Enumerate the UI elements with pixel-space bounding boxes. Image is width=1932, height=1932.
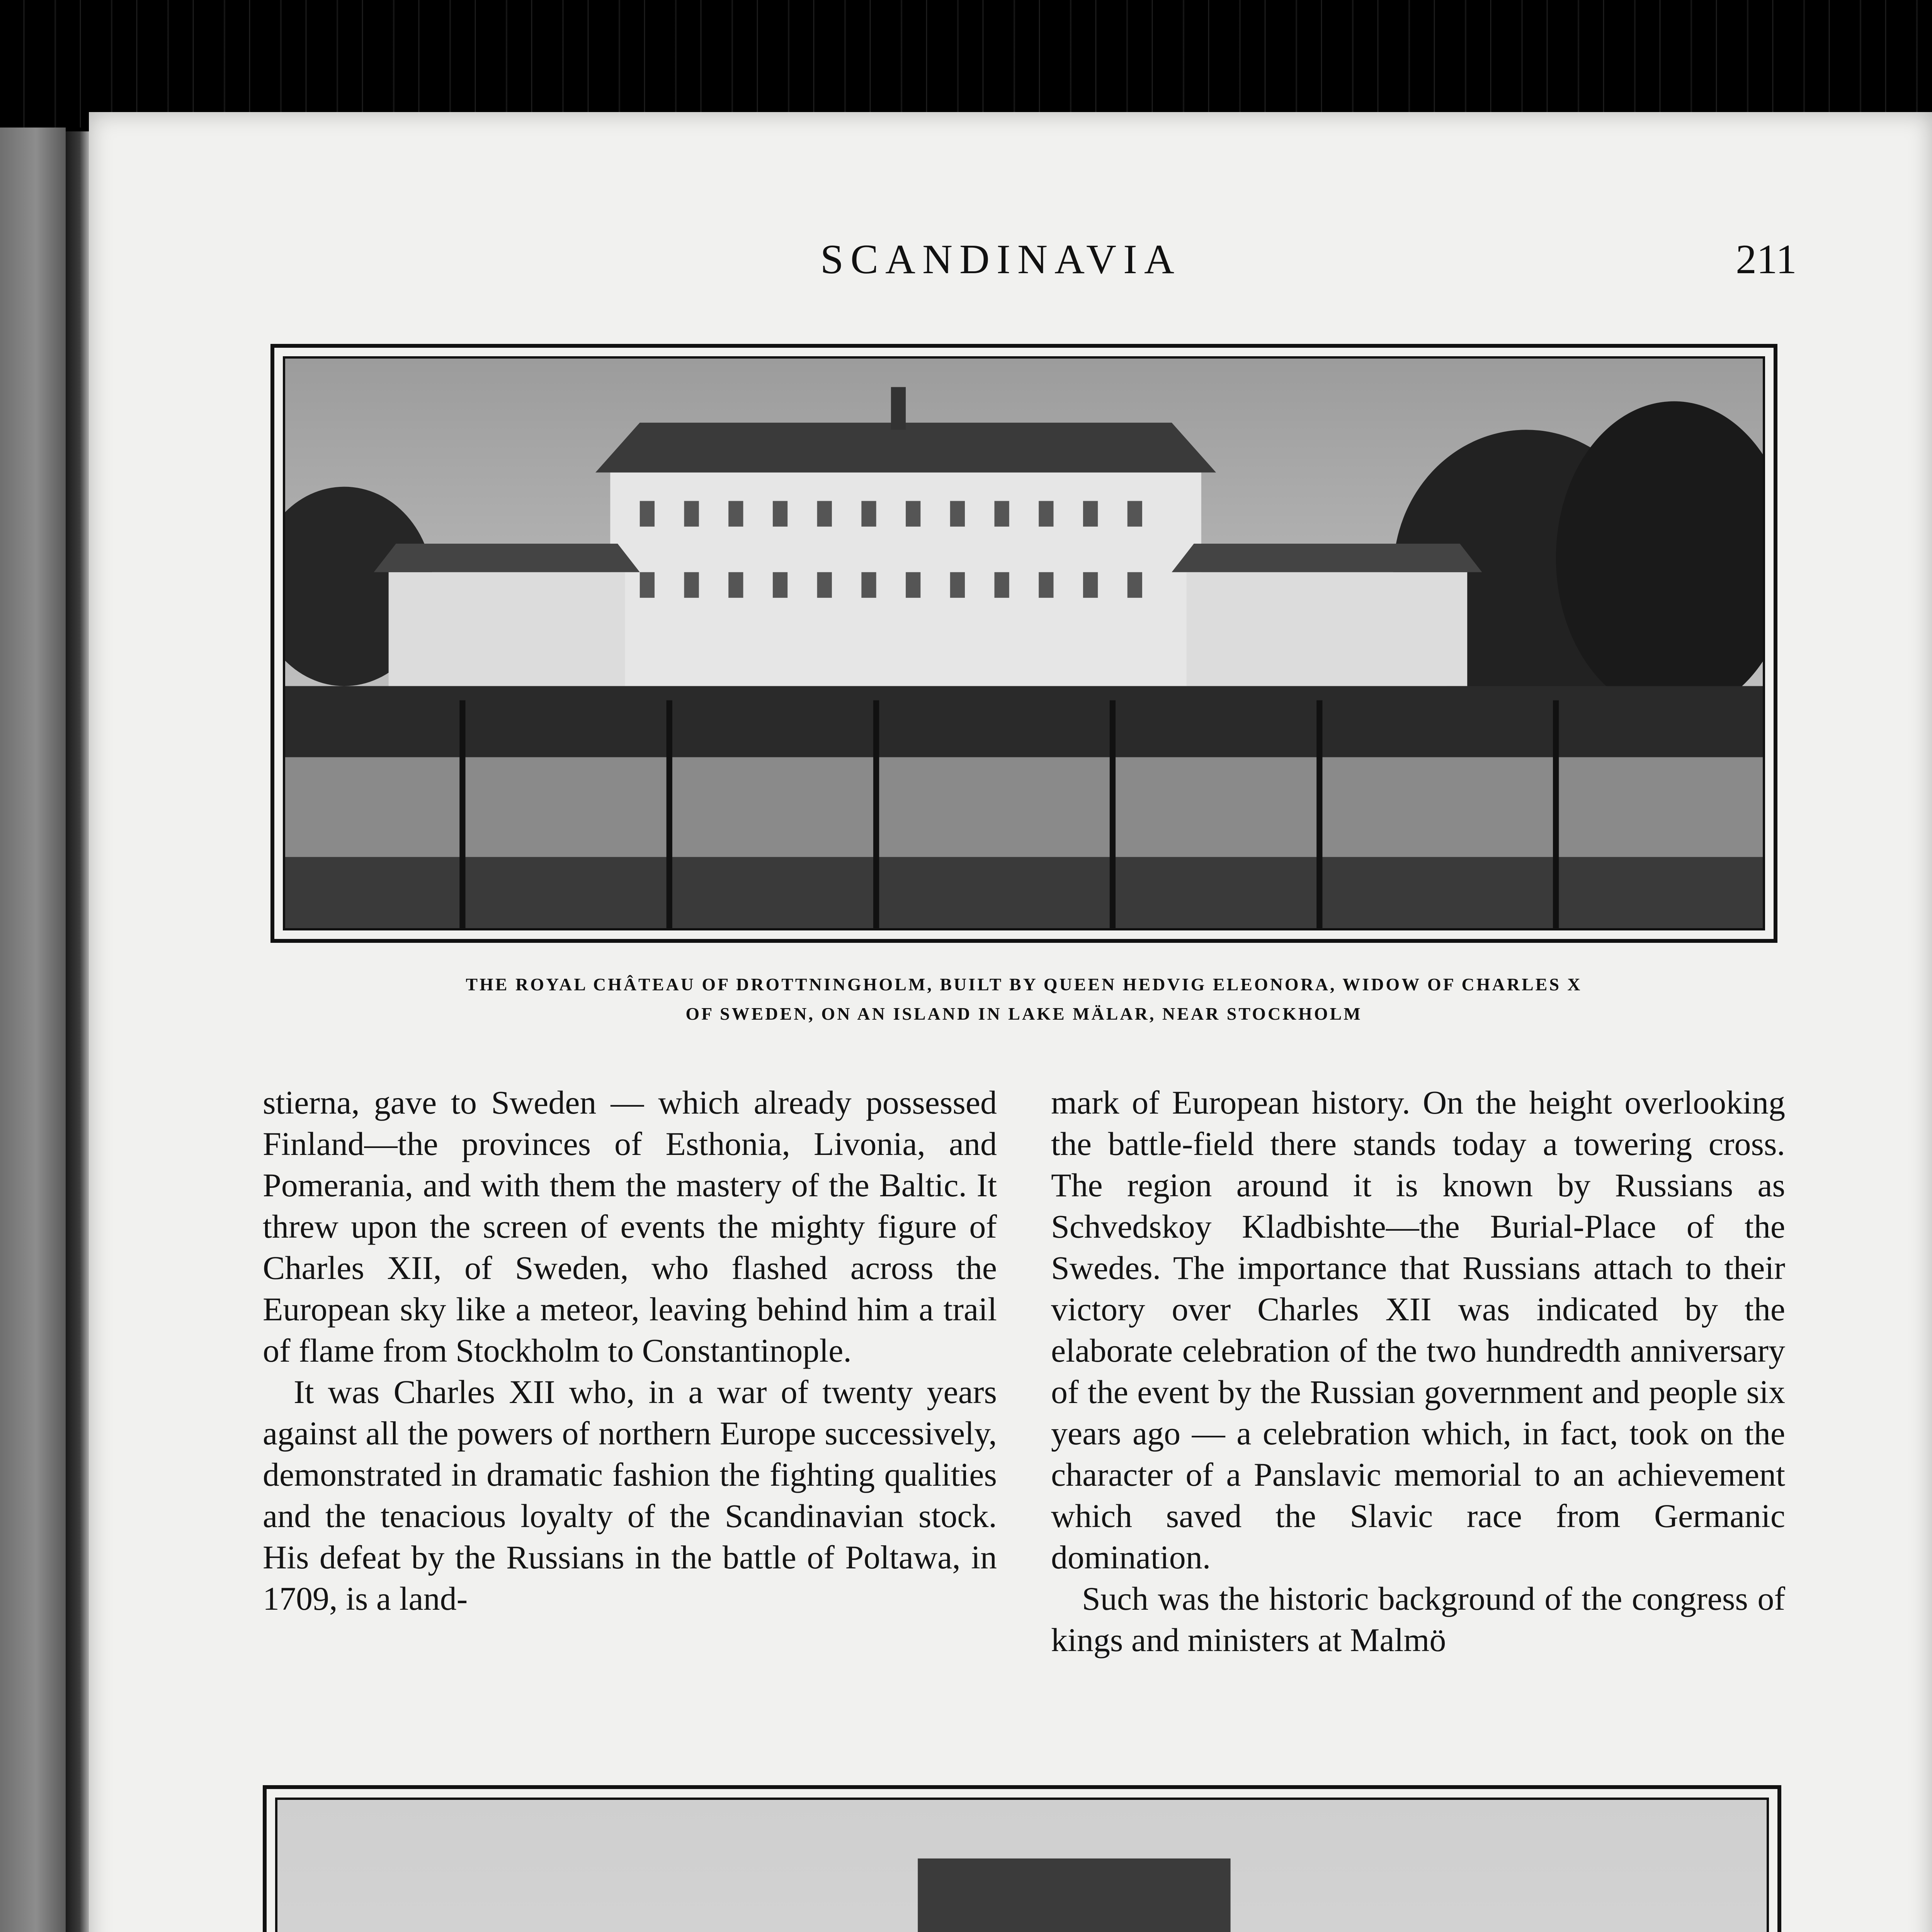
page-number: 211: [1736, 236, 1797, 282]
drottningholm-figure: [270, 344, 1777, 943]
opera-house-figure: [263, 1785, 1781, 1932]
drottningholm-chateau-photo: [283, 356, 1765, 930]
right-text-column: [1051, 1082, 1785, 1661]
caption-line: THE ROYAL CHÂTEAU OF DROTTNINGHOLM, BUILT BY QUEEN HEDVIG ELEONORA, WIDOW OF CHARLES X: [466, 975, 1582, 994]
paragraph: It was Charles XII who, in a war of twenty years against all the powers of northern Europe successively, demonstrated in dramatic fashion the fighting qualities and the tenacious loyalty of the Scandinavian stock. His defeat by the Russians in the battle of Poltawa, in 1709, is a land-: [263, 1373, 997, 1617]
book-gutter: [66, 131, 89, 1932]
caption-line: OF SWEDEN, ON AN ISLAND IN LAKE MÄLAR, NEAR STOCKHOLM: [685, 1004, 1362, 1024]
paragraph: stierna, gave to Sweden — which already possessed Finland—the provinces of Esthonia, Livonia, and Pomerania, and with them the mastery of the Baltic. It threw upon the screen of events the mighty figure of Charles XII, of Sweden, who flashed across the European sky like a meteor, leaving behind him a trail of flame from Stockholm to Constantinople.: [263, 1084, 997, 1369]
stockholm-opera-house-photo: [275, 1798, 1769, 1932]
paragraph: Such was the historic background of the congress of kings and ministers at Malmö: [1051, 1580, 1785, 1658]
running-head: SCANDINAVIA: [820, 236, 1182, 282]
facing-page-edge: [0, 128, 66, 1932]
left-text-column: [263, 1082, 997, 1619]
scan-top-border: [0, 0, 1932, 128]
drottningholm-caption: [270, 970, 1777, 1029]
paragraph: mark of European history. On the height overlooking the battle-field there stands today a towering cross. The region around it is known by Russians as Schvedskoy Kladbishte—the Burial-Place of the Swedes. The importance that Russians attach to their victory over Charles XII was indicated by the elaborate celebration of the two hundredth anniversary of the event by the Russian government and people six years ago — a celebration which, in fact, took on the character of a Panslavic memorial to an achievement which saved the Slavic race from Germanic domination.: [1051, 1084, 1785, 1576]
